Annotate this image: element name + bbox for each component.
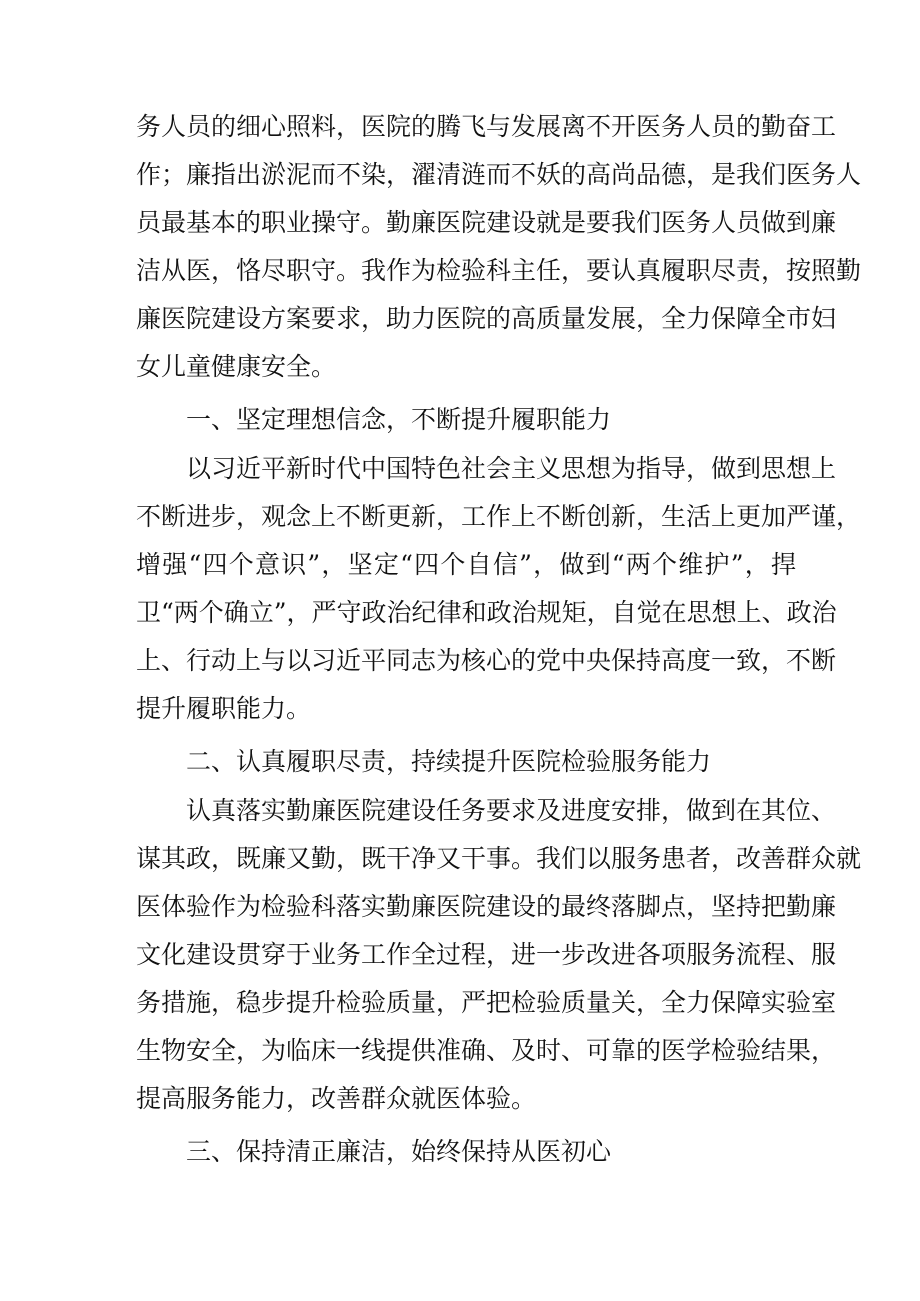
section-paragraph-1 xyxy=(136,445,862,733)
text-line: 生物安全，为临床一线提供准确、及时、可靠的医学检验结果， xyxy=(136,1036,837,1065)
section-heading-1: 一、坚定理想信念，不断提升履职能力 xyxy=(186,405,612,434)
intro-paragraph xyxy=(136,103,862,391)
text-line: 增强“四个意识”，坚定“四个自信”，做到“两个维护”，捍 xyxy=(136,550,796,579)
text-line: 员最基本的职业操守。勤廉医院建设就是要我们医务人员做到廉 xyxy=(136,208,837,237)
text-line: 文化建设贯穿于业务工作全过程，进一步改进各项服务流程、服 xyxy=(136,940,837,969)
text-line: 务人员的细心照料，医院的腾飞与发展离不开医务人员的勤奋工 xyxy=(136,112,837,141)
text-line: 谋其政，既廉又勤，既干净又干事。我们以服务患者，改善群众就 xyxy=(136,844,862,873)
section-heading-2: 二、认真履职尽责，持续提升医院检验服务能力 xyxy=(186,747,712,776)
section-heading-3: 三、保持清正廉洁，始终保持从医初心 xyxy=(186,1137,612,1166)
text-line: 卫“两个确立”，严守政治纪律和政治规矩，自觉在思想上、政治 xyxy=(136,598,837,627)
text-line: 廉医院建设方案要求，助力医院的高质量发展，全力保障全市妇 xyxy=(136,304,837,333)
text-line: 认真落实勤廉医院建设任务要求及进度安排，做到在其位、 xyxy=(186,796,837,825)
text-line: 务措施，稳步提升检验质量，严把检验质量关，全力保障实验室 xyxy=(136,988,837,1017)
text-line: 上、行动上与以习近平同志为核心的党中央保持高度一致，不断 xyxy=(136,646,837,675)
document-body xyxy=(136,103,862,1177)
text-line: 洁从医，恪尽职守。我作为检验科主任，要认真履职尽责，按照勤 xyxy=(136,256,862,285)
text-line: 以习近平新时代中国特色社会主义思想为指导，做到思想上 xyxy=(186,454,837,483)
section-paragraph-2 xyxy=(136,787,862,1123)
text-line: 提高服务能力，改善群众就医体验。 xyxy=(136,1084,537,1113)
text-line: 作；廉指出淤泥而不染，濯清涟而不妖的高尚品德，是我们医务人 xyxy=(136,160,862,189)
text-line: 医体验作为检验科落实勤廉医院建设的最终落脚点，坚持把勤廉 xyxy=(136,892,837,921)
text-line: 女儿童健康安全。 xyxy=(136,352,337,381)
text-line: 不断进步，观念上不断更新，工作上不断创新，生活上更加严谨， xyxy=(136,502,862,531)
text-line: 提升履职能力。 xyxy=(136,694,312,723)
